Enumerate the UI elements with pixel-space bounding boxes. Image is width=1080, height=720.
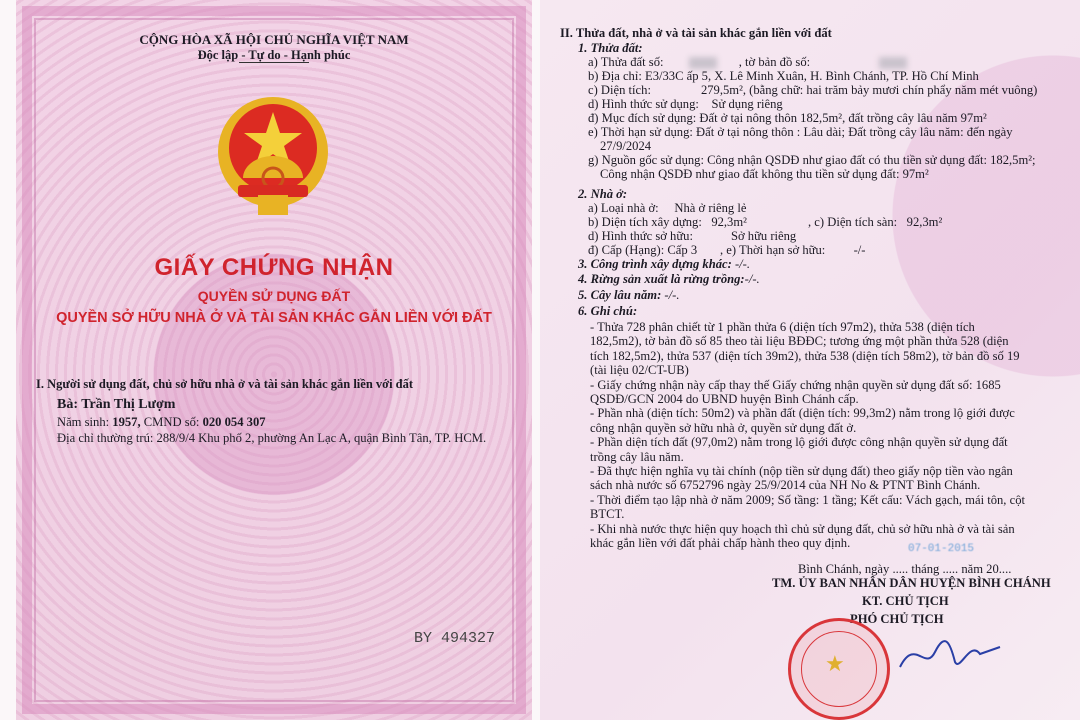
note-line: - Thửa 728 phân chiết từ 1 phần thửa 6 (diện tích 97m2), thửa 538 (diện tích [590, 320, 975, 334]
production-forest: 4. Rừng sản xuất là rừng trồng:-/-. [578, 272, 760, 286]
serial-number: BY 494327 [414, 630, 496, 647]
note-line: - Khi nhà nước thực hiện quy hoạch thì chủ sử dụng đất, chủ sở hữu nhà ở và tài sản [590, 521, 1015, 536]
house-type: a) Loại nhà ở: Nhà ở riêng lẻ [588, 201, 747, 215]
note-line: - Đã thực hiện nghĩa vụ tài chính (nộp tiền sử dụng đất) theo giấy nộp tiền vào ngân [590, 464, 1013, 478]
note-line: trồng cây lâu năm. [590, 449, 684, 464]
id-label: CMND số: [140, 415, 203, 429]
note-line: - Thời điểm tạo lập nhà ở năm 2009; Số tầng: 1 tầng; Kết cấu: Vách gạch, mái tôn, cột [590, 492, 1025, 507]
house-ownership-term: , e) Thời hạn sở hữu: -/- [720, 243, 866, 257]
house-floor-area: , c) Diện tích sàn: 92,3m² [808, 215, 943, 229]
certificate-details-page [540, 0, 1080, 720]
note-line: BTCT. [590, 507, 625, 522]
motto: Độc lập - Tự do - Hạnh phúc [197, 48, 351, 62]
note-line: sách nhà nước số 6752796 ngày 25/9/2014 của NH No & PTNT Bình Chánh. [590, 478, 981, 493]
house-build-area: b) Diện tích xây dựng: 92,3m² [588, 215, 747, 229]
other-works: 3. Công trình xây dựng khác: -/-. [578, 257, 750, 271]
land-use-form: d) Hình thức sử dụng: Sử dụng riêng [588, 97, 783, 111]
issuing-authority: TM. ỦY BAN NHÂN DÂN HUYỆN BÌNH CHÁNH [772, 576, 1051, 590]
section-1-heading: I. Người sử dụng đất, chủ sở hữu nhà ở và tài sản khác gắn liền với đất [36, 377, 414, 391]
certificate-subtitle-2: QUYỀN SỞ HỮU NHÀ Ở VÀ TÀI SẢN KHÁC GẮN LIỀN VỚI ĐẤT [56, 310, 492, 326]
house-heading: 2. Nhà ở: [578, 187, 628, 201]
birth-and-id-line [57, 415, 266, 429]
note-line: (tài liệu 02/CT-UB) [590, 363, 689, 378]
note-line: - Giấy chứng nhận này cấp thay thế Giấy chứng nhận quyền sử dụng đất số: 1685 [590, 377, 1001, 392]
note-line: 182,5m2), tờ bản đồ số 85 theo tài liệu BĐĐC; tương ứng một phần thửa 528 (diện [590, 334, 1009, 349]
perennial-trees: 5. Cây lâu năm: -/-. [578, 288, 680, 302]
birth-label: Năm sinh: [57, 415, 113, 429]
date-stamp: 07-01-2015 [908, 543, 975, 555]
owner-address: Địa chỉ thường trú: 288/9/4 Khu phố 2, phường An Lạc A, quận Bình Tân, TP. HCM. [57, 431, 487, 445]
nation-heading: CỘNG HÒA XÃ HỘI CHỦ NGHĨA VIỆT NAM [139, 32, 409, 47]
notes-heading: 6. Ghi chú: [578, 304, 638, 318]
certificate-subtitle-1: QUYỀN SỬ DỤNG ĐẤT [197, 288, 351, 304]
redacted-sheet [879, 57, 907, 69]
land-origin: g) Nguồn gốc sử dụng: Công nhận QSDĐ như giao đất có thu tiền sử dụng đất: 182,5m²; [588, 153, 1036, 167]
section-2-heading: II. Thửa đất, nhà ở và tài sản khác gắn liền với đất [560, 26, 832, 40]
land-area: c) Diện tích: 279,5m², (bằng chữ: hai trăm bảy mươi chín phẩy năm mét vuông) [588, 83, 1038, 97]
note-line: công nhận quyền sở hữu nhà ở, quyền sử dụng đất ở. [590, 420, 857, 435]
signer-title-2: PHÓ CHỦ TỊCH [850, 612, 944, 626]
land-origin-2: Công nhận QSDĐ như giao đất không thu tiền sử dụng đất: 97m² [600, 167, 929, 181]
place-date: Bình Chánh, ngày ..... tháng ..... năm 20.... [798, 562, 1012, 576]
birth-year: 1957, [112, 415, 141, 429]
id-number: 020 054 307 [202, 415, 266, 429]
national-emblem-icon [208, 90, 338, 220]
signature-icon [895, 632, 1005, 677]
signer-title-1: KT. CHỦ TỊCH [862, 594, 949, 608]
land-use-term-date: 27/9/2024 [600, 139, 652, 153]
land-heading: 1. Thửa đất: [578, 41, 643, 55]
land-parcel-number: a) Thửa đất số: , tờ bản đồ số: [588, 55, 907, 69]
note-line: - Phần diện tích đất (97,0m2) nằm trong lộ giới được công nhận quyền sử dụng đất [590, 435, 1008, 450]
house-grade: đ) Cấp (Hạng): Cấp 3 [588, 243, 698, 257]
certificate-title: GIẤY CHỨNG NHẬN [154, 254, 394, 281]
official-seal: ★ [788, 618, 890, 720]
house-ownership: d) Hình thức sở hữu: Sở hữu riêng [588, 229, 797, 243]
land-use-purpose: đ) Mục đích sử dụng: Đất ở tại nông thôn 182,5m², đất trồng cây lâu năm 97m² [588, 111, 987, 125]
note-line: QSDĐ/GCN 2004 do UBND huyện Bình Chánh cấp. [590, 392, 859, 406]
note-line: - Phần nhà (diện tích: 50m2) và phần đất (diện tích: 99,3m2) nằm trong lộ giới được [590, 406, 1015, 421]
note-line: tích 182,5m2), thửa 537 (diện tích 39m2), thửa 538 (diện tích 58m2), tờ bản đồ số 19 [590, 348, 1020, 363]
owner-name: Bà: Trần Thị Lượm [57, 397, 176, 412]
note-line: khác gắn liền với đất phải chấp hành theo quy định. [590, 536, 851, 550]
redacted-parcel [689, 57, 717, 69]
certificate-cover-page [16, 0, 532, 720]
land-address: b) Địa chỉ: E3/33C ấp 5, X. Lê Minh Xuân, H. Bình Chánh, TP. Hồ Chí Minh [588, 69, 979, 83]
land-use-term: e) Thời hạn sử dụng: Đất ở tại nông thôn : Lâu dài; Đất trồng cây lâu năm: đến ngày [588, 125, 1013, 139]
